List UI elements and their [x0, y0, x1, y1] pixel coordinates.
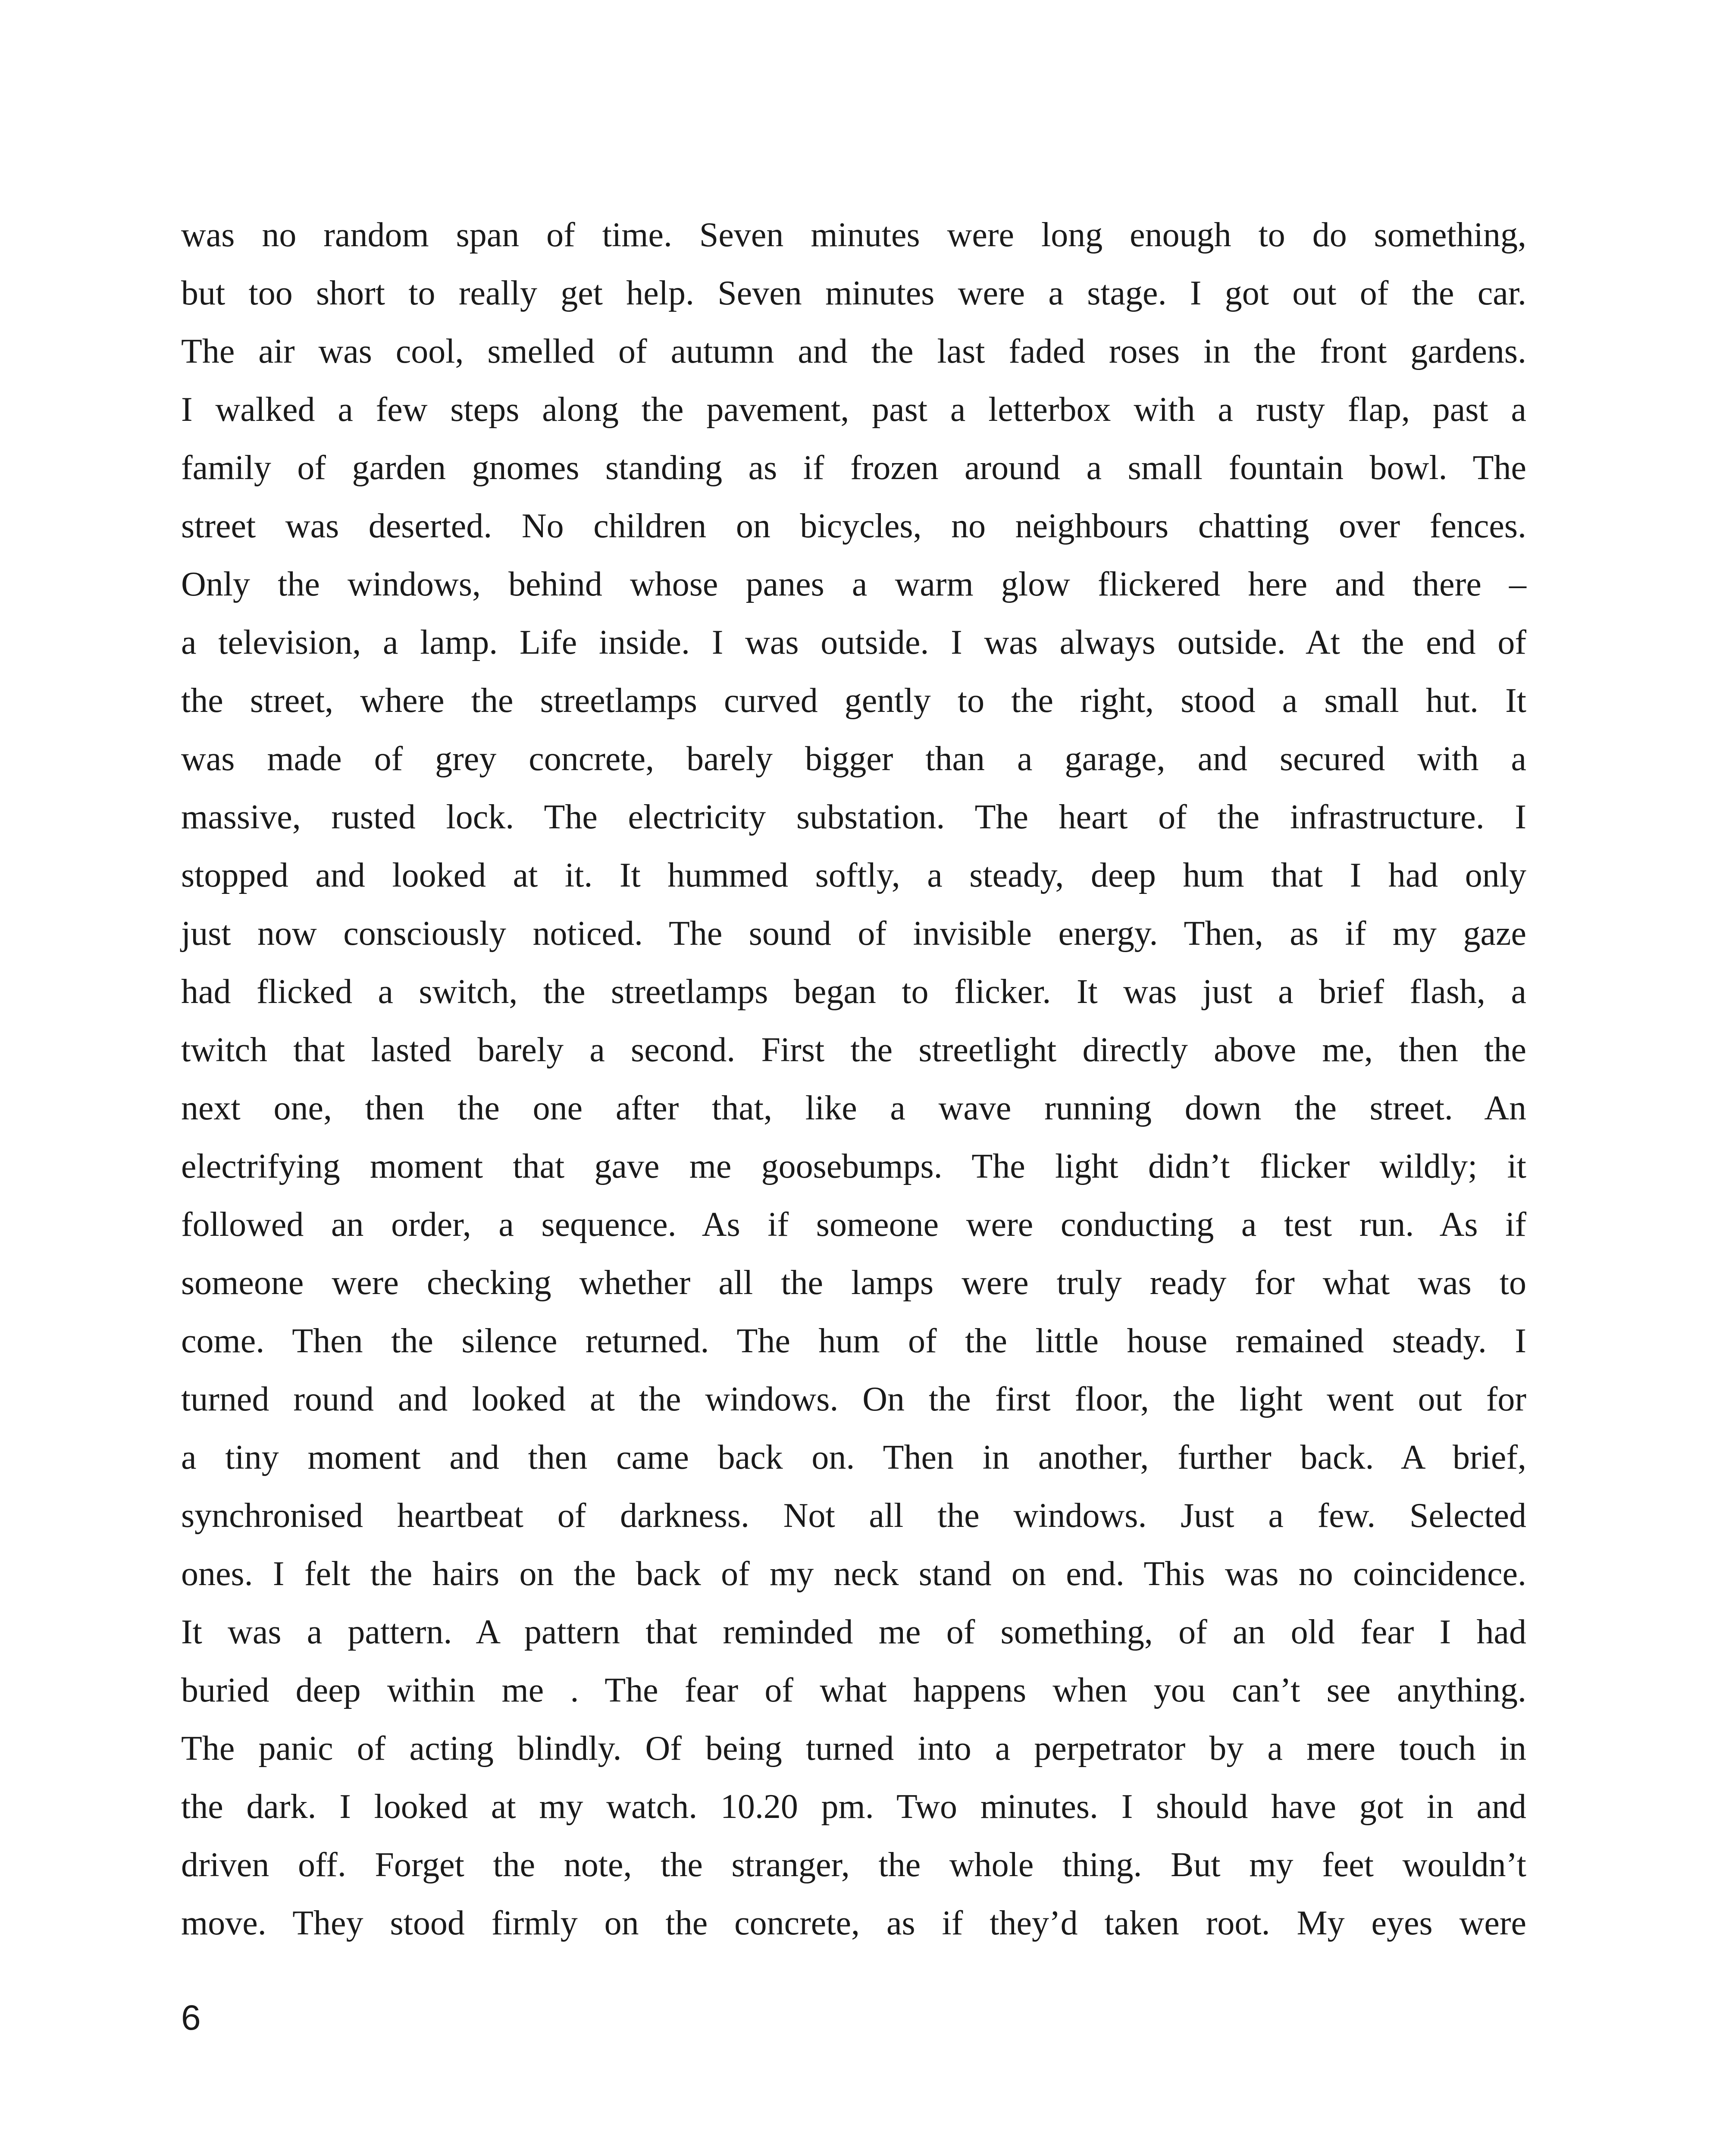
text-line: stopped and looked at it. It hummed softly, a steady, deep hum that I had only — [181, 856, 1526, 894]
text-line: the dark. I looked at my watch. 10.20 pm. Two minutes. I should have got in and — [181, 1788, 1526, 1826]
text-line: ones. I felt the hairs on the back of my neck stand on end. This was no coincidence. — [181, 1555, 1526, 1593]
text-line: driven off. Forget the note, the stranger, the whole thing. But my feet wouldn’t — [181, 1846, 1526, 1884]
text-line: The air was cool, smelled of autumn and the last faded roses in the front gardens. — [181, 332, 1526, 370]
page-number: 6 — [181, 1998, 201, 2037]
text-line: come. Then the silence returned. The hum of the little house remained steady. I — [181, 1322, 1526, 1360]
text-line: twitch that lasted barely a second. First the streetlight directly above me, then the — [181, 1031, 1526, 1069]
text-line: the street, where the streetlamps curved gently to the right, stood a small hut. It — [181, 682, 1526, 720]
text-line: had flicked a switch, the streetlamps began to flicker. It was just a brief flash, a — [181, 973, 1526, 1011]
text-line: The panic of acting blindly. Of being turned into a perpetrator by a mere touch in — [181, 1730, 1526, 1767]
text-line: street was deserted. No children on bicycles, no neighbours chatting over fences. — [181, 507, 1526, 545]
text-line: synchronised heartbeat of darkness. Not all the windows. Just a few. Selected — [181, 1497, 1526, 1535]
text-line: was made of grey concrete, barely bigger than a garage, and secured with a — [181, 740, 1526, 778]
text-line: someone were checking whether all the lamps were truly ready for what was to — [181, 1264, 1526, 1302]
text-line: electrifying moment that gave me goosebumps. The light didn’t flicker wildly; it — [181, 1147, 1526, 1185]
text-line: I walked a few steps along the pavement, past a letterbox with a rusty flap, past a — [181, 391, 1526, 429]
text-line: followed an order, a sequence. As if someone were conducting a test run. As if — [181, 1206, 1526, 1244]
text-line: next one, then the one after that, like a wave running down the street. An — [181, 1089, 1526, 1127]
text-line: but too short to really get help. Seven minutes were a stage. I got out of the car. — [181, 274, 1526, 312]
text-line: was no random span of time. Seven minutes were long enough to do something, — [181, 216, 1526, 254]
text-line: move. They stood firmly on the concrete, as if they’d taken root. My eyes were — [181, 1904, 1526, 1942]
text-line: massive, rusted lock. The electricity substation. The heart of the infrastructure. I — [181, 798, 1526, 836]
text-line: a television, a lamp. Life inside. I was outside. I was always outside. At the end of — [181, 624, 1526, 661]
text-line: turned round and looked at the windows. On the first floor, the light went out for — [181, 1380, 1526, 1418]
text-line: Only the windows, behind whose panes a warm glow flickered here and there – — [181, 565, 1526, 603]
text-line: a tiny moment and then came back on. Then in another, further back. A brief, — [181, 1438, 1526, 1476]
text-line: just now consciously noticed. The sound of invisible energy. Then, as if my gaze — [181, 915, 1526, 953]
text-line: It was a pattern. A pattern that reminded me of something, of an old fear I had — [181, 1613, 1526, 1651]
text-line: family of garden gnomes standing as if frozen around a small fountain bowl. The — [181, 449, 1526, 487]
body-text — [181, 206, 1526, 1952]
text-line: buried deep within me . The fear of what happens when you can’t see anything. — [181, 1671, 1526, 1709]
